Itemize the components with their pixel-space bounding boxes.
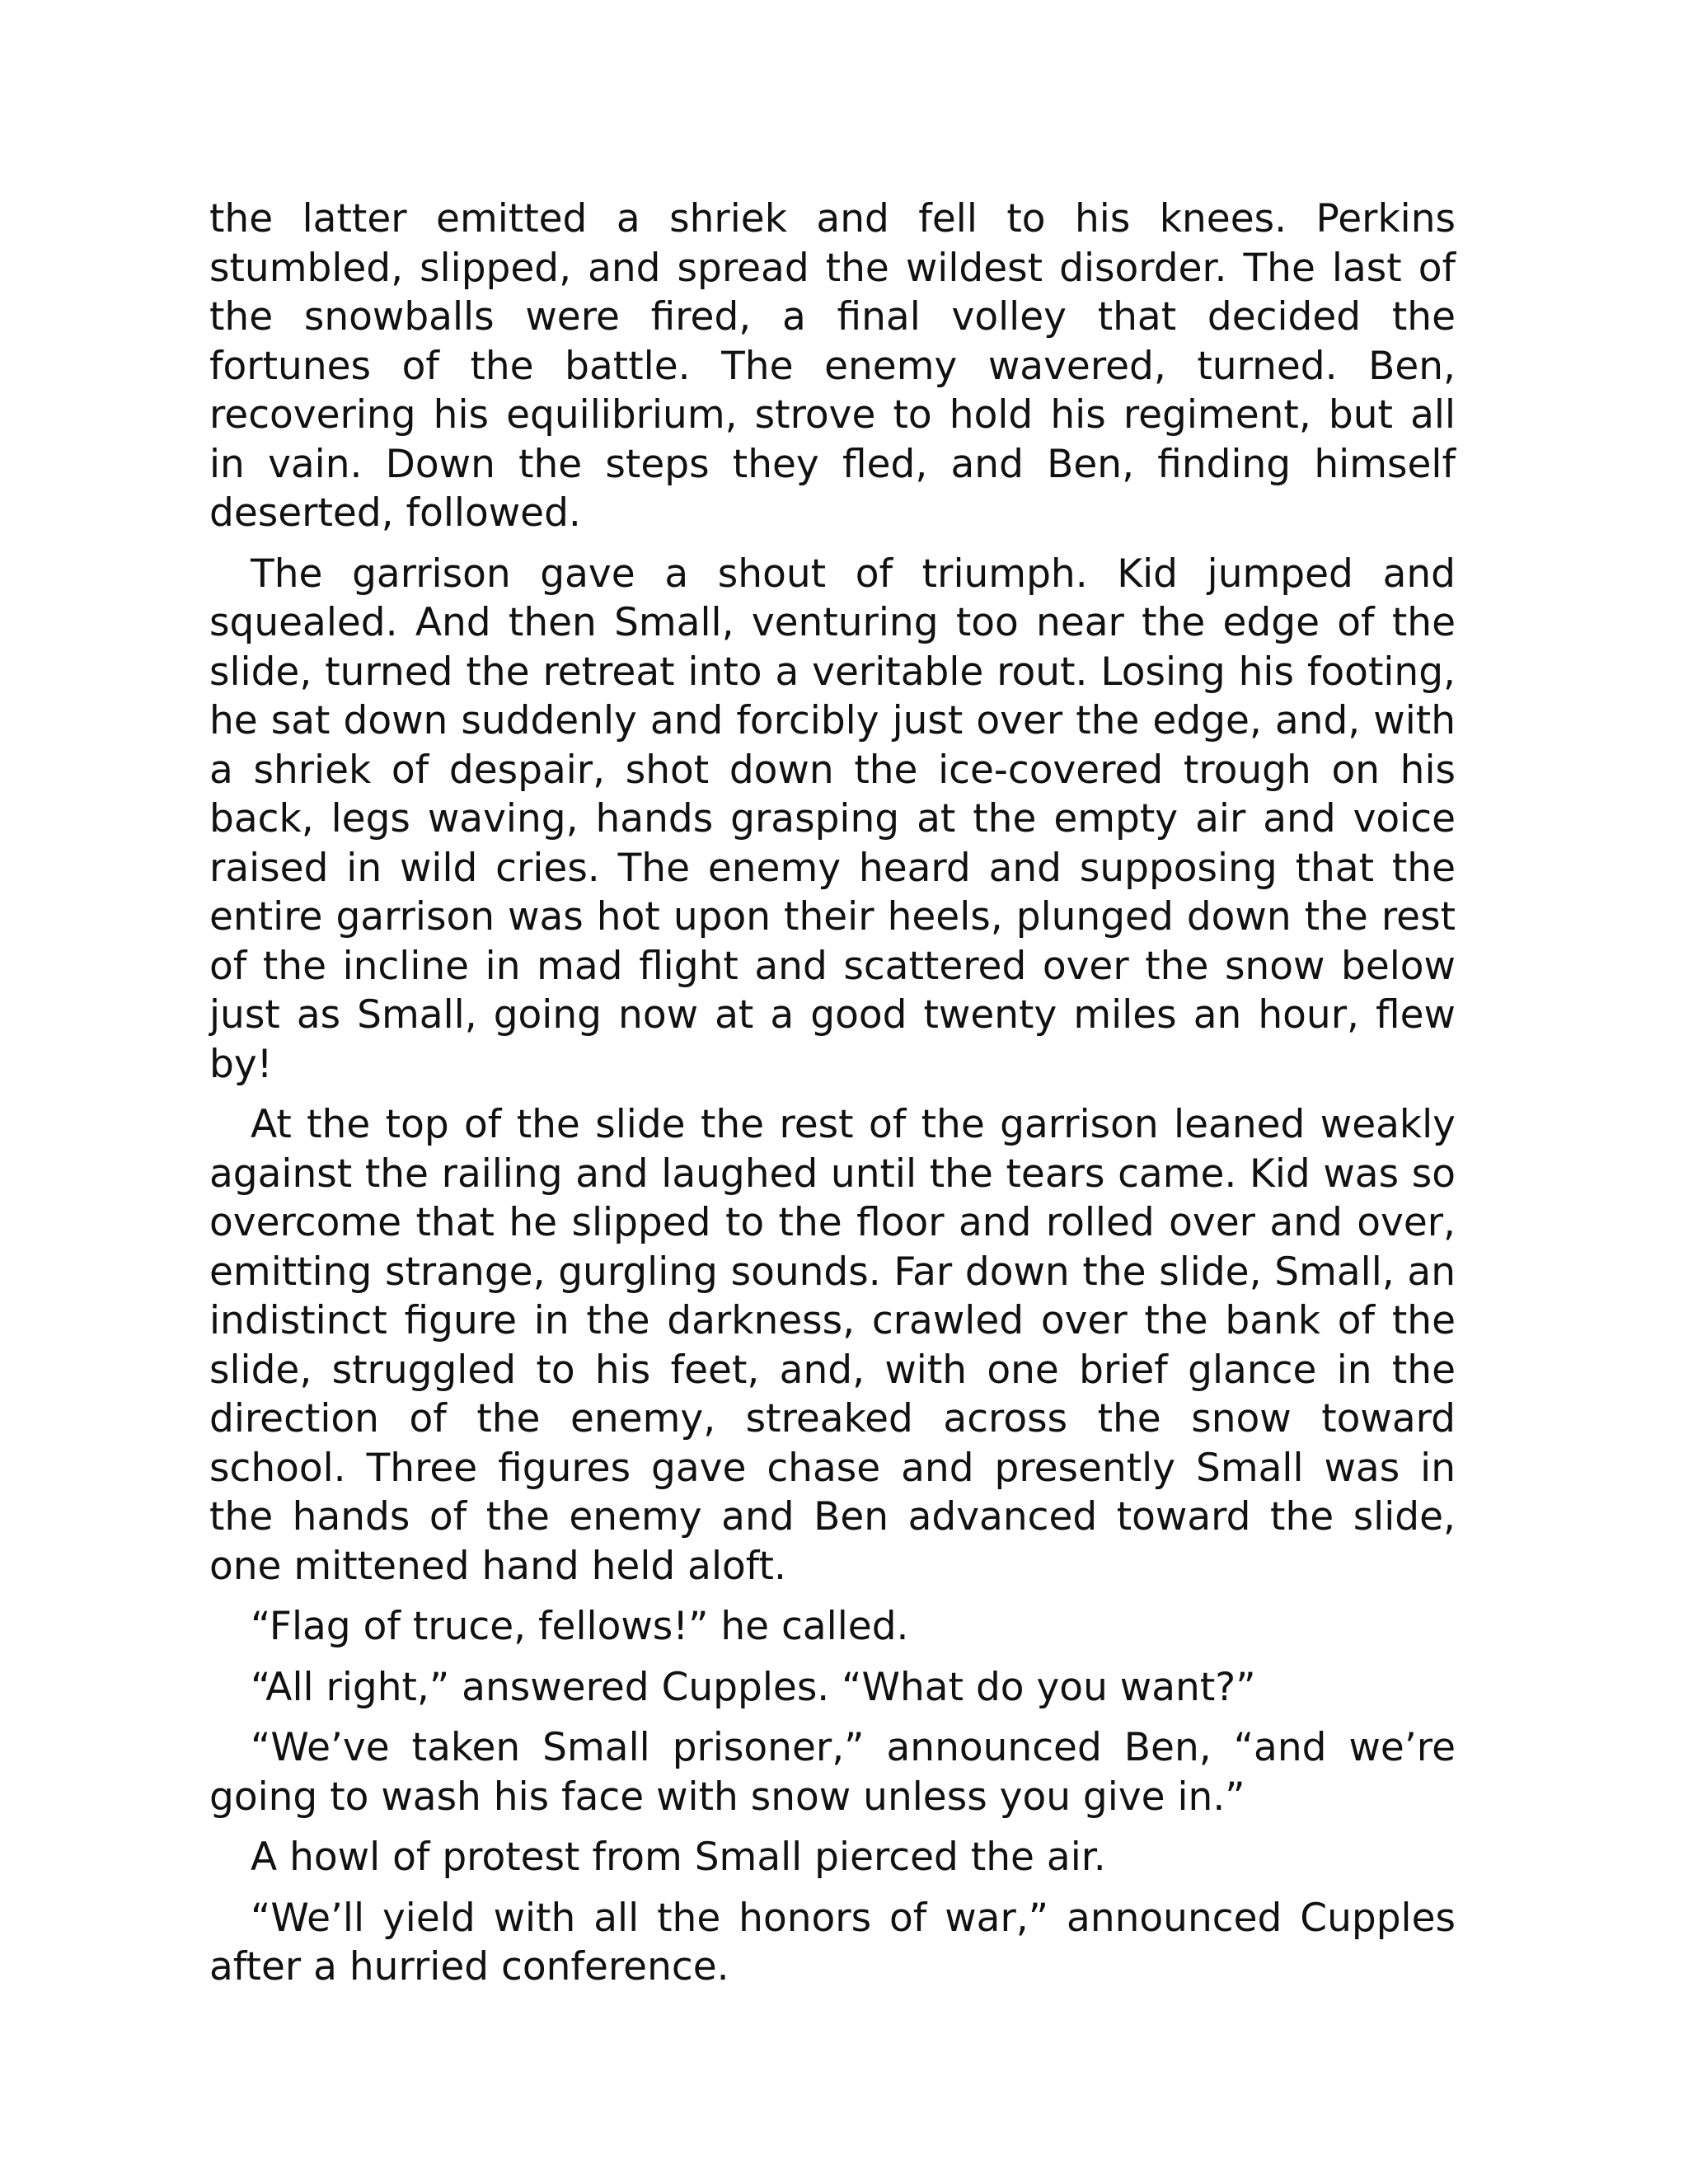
- paragraph: At the top of the slide the rest of the garrison leaned weakly against the railing and laughed until the tears came. Kid was so overcome that he slipped to the floor and rolled over and over, emitting strange, gurgling sounds. Far down the slide, Small, an indistinct figure in the darkness, crawled over the bank of the slide, struggled to his feet, and, with one brief glance in the direction of the enemy, streaked across the snow toward school. Three figures gave chase and presently Small was in the hands of the enemy and Ben advanced toward the slide, one mittened hand held aloft.: [209, 1102, 1456, 1589]
- paragraph: A howl of protest from Small pierced the air.: [251, 1835, 1106, 1880]
- paragraph: “We’ll yield with all the honors of war,” announced Cupples after a hurried conference.: [209, 1895, 1456, 1990]
- paragraph: “All right,” answered Cupples. “What do you want?”: [251, 1664, 1256, 1710]
- paragraph: The garrison gave a shout of triumph. Kid jumped and squealed. And then Small, venturing too near the edge of the slide, turned the retreat into a veritable rout. Losing his footing, he sat down suddenly and forcibly just over the edge, and, with a shriek of despair, shot down the ice-covered trough on his back, legs waving, hands grasping at the empty air and voice raised in wild cries. The enemy heard and supposing that the entire garrison was hot upon their heels, plunged down the rest of the incline in mad flight and scattered over the snow below just as Small, going now at a good twenty miles an hour, flew by!: [209, 551, 1456, 1087]
- paragraph: “We’ve taken Small prisoner,” announced Ben, “and we’re going to wash his face with snow unless you give in.”: [209, 1725, 1456, 1820]
- paragraph: “Flag of truce, fellows!” he called.: [251, 1604, 909, 1649]
- paragraph: the latter emitted a shriek and fell to his knees. Perkins stumbled, slipped, and spread the wildest disorder. The last of the snowballs were fired, a final volley that decided the fortunes of the battle. The enemy wavered, turned. Ben, recovering his equilibrium, strove to hold his regiment, but all in vain. Down the steps they fled, and Ben, finding himself deserted, followed.: [209, 196, 1456, 536]
- page-body: [209, 194, 1456, 2004]
